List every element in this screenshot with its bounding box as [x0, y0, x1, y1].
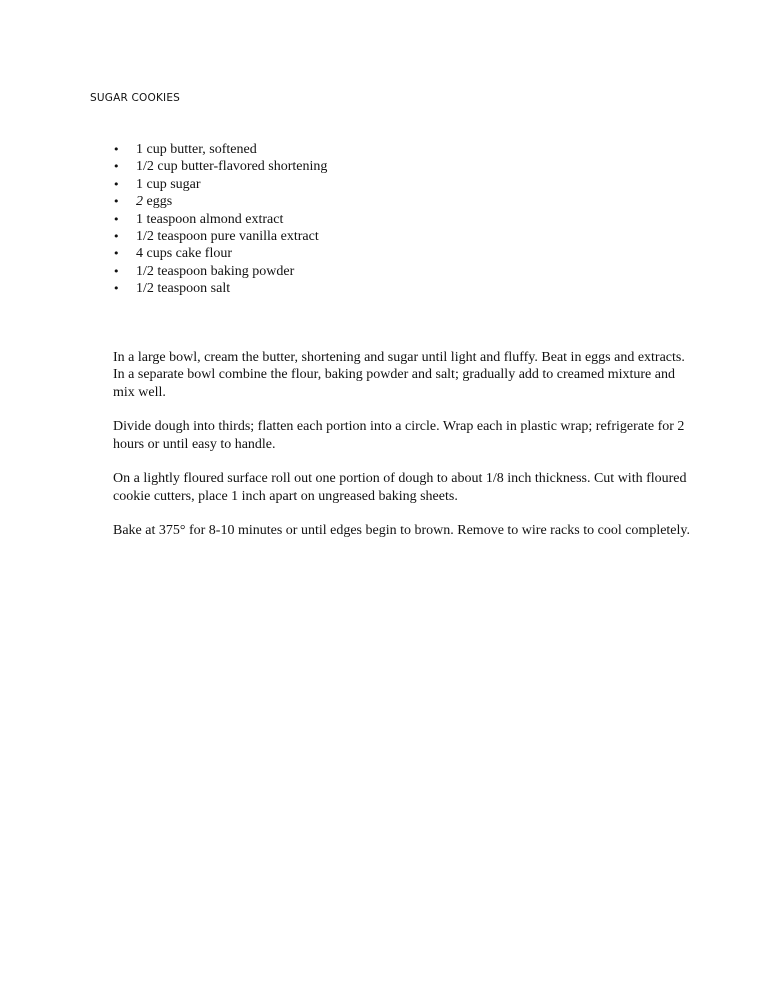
instructions	[113, 349, 693, 557]
ingredient-text: eggs	[143, 194, 173, 210]
ingredient-text: cups cake flour	[143, 246, 233, 262]
ingredient-item	[113, 263, 327, 280]
bullet-icon: •	[113, 195, 120, 209]
ingredient-item	[113, 228, 327, 245]
bullet-icon: •	[113, 230, 120, 244]
ingredient-text: teaspoon salt	[153, 281, 231, 297]
ingredient-text: teaspoon almond extract	[143, 211, 284, 227]
ingredient-item	[113, 245, 327, 262]
ingredient-qty: 1	[136, 211, 143, 227]
ingredient-item	[113, 176, 327, 193]
ingredient-text: teaspoon baking powder	[153, 263, 295, 279]
ingredient-qty: 1/2	[136, 281, 154, 297]
ingredient-qty: 1	[136, 176, 143, 192]
bullet-icon: •	[113, 143, 120, 156]
ingredient-text: cup butter-flavored shortening	[153, 159, 328, 175]
recipe-title: SUGAR COOKIES	[90, 92, 181, 104]
ingredient-qty: 2	[136, 194, 143, 210]
bullet-icon: •	[113, 177, 120, 191]
ingredient-item	[113, 193, 327, 210]
bullet-icon: •	[113, 247, 120, 261]
bullet-icon: •	[113, 212, 120, 226]
ingredient-text: cup sugar	[143, 176, 201, 192]
bullet-icon: •	[113, 282, 120, 296]
instruction-paragraph: Divide dough into thirds; flatten each portion into a circle. Wrap each in plastic wrap; refrigerate for 2 hours or until easy to handle.	[113, 419, 685, 452]
bullet-icon: •	[113, 264, 120, 278]
ingredient-qty: 1/2	[136, 159, 154, 175]
ingredient-item	[113, 211, 327, 228]
instruction-paragraph: On a lightly floured surface roll out one portion of dough to about 1/8 inch thickness. Cut with floured cookie cutters, place 1 inch apart on ungreased baking sheets.	[113, 471, 687, 504]
ingredient-qty: 1/2	[136, 263, 154, 279]
instruction-paragraph: In a large bowl, cream the butter, shortening and sugar until light and fluffy. Beat in eggs and extracts. In a separate bowl combine the flour, baking powder and salt; gradually add to creamed mixture and mix well.	[113, 350, 685, 400]
ingredient-list	[113, 141, 327, 298]
bullet-icon: •	[113, 160, 120, 174]
ingredient-text: teaspoon pure vanilla extract	[153, 229, 319, 245]
ingredient-qty: 1	[136, 142, 143, 157]
ingredient-item	[113, 141, 327, 158]
ingredient-item	[113, 280, 327, 297]
ingredient-text: cup butter, softened	[143, 142, 257, 157]
ingredient-qty: 4	[136, 246, 143, 262]
instruction-paragraph: Bake at 375° for 8-10 minutes or until edges begin to brown. Remove to wire racks to cool completely.	[113, 523, 691, 539]
ingredient-qty: 1/2	[136, 229, 154, 245]
ingredient-item	[113, 158, 327, 175]
